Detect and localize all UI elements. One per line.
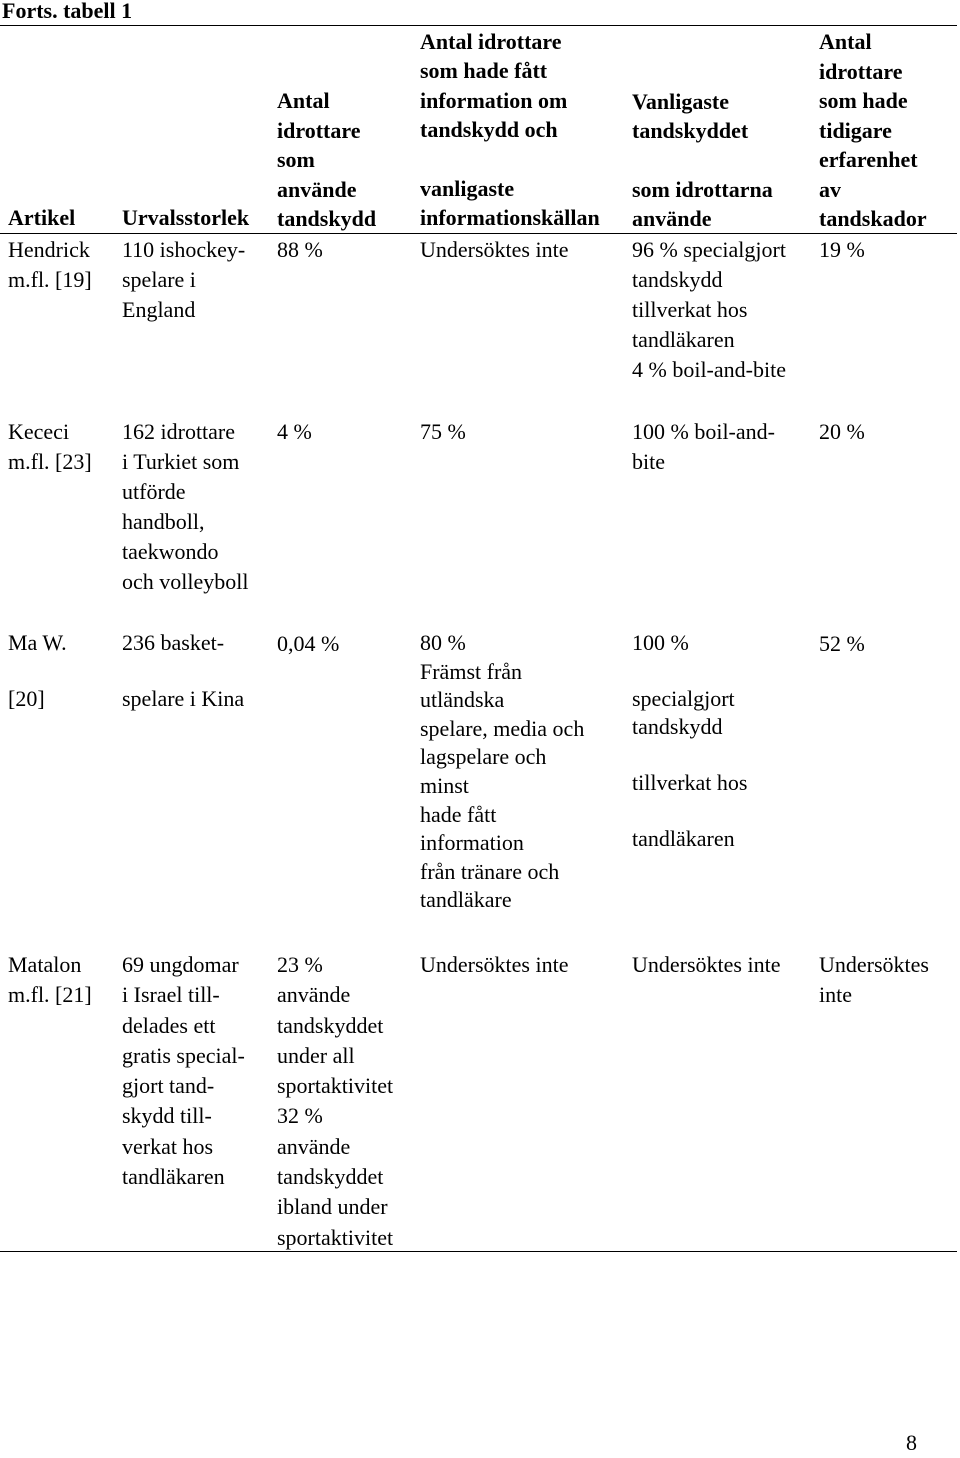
header-vanligaste-tandskydd: Vanligaste tandskyddet som idrottarna använde [632,89,773,231]
row2-information: 75 % [420,419,466,444]
row1-skador: 19 % [819,237,865,262]
header-bottom-rule [0,233,957,234]
row3-artikel: Ma W. [20] [8,630,67,711]
row3-urval: 236 basket- spelare i Kina [122,630,245,711]
header-artikel: Artikel [8,205,76,230]
row1-urval: 110 ishockey- spelare i England [122,237,246,322]
row4-information: Undersöktes inte [420,952,569,977]
table-caption: Forts. tabell 1 [2,0,133,23]
row2-tandskydd: 100 % boil-and- bite [632,419,775,474]
row4-skador: Undersöktes inte [819,952,929,1007]
row4-artikel: Matalon m.fl. [21] [8,952,92,1007]
table-top-rule [0,25,957,26]
row3-information: 80 % Främst från utländska spelare, media och lagspelare och minst hade fått information från tränare och tandläkare [420,630,585,913]
row2-antal: 4 % [277,419,312,444]
row4-tandskydd: Undersöktes inte [632,952,781,977]
row1-antal: 88 % [277,237,323,262]
row4-urval: 69 ungdomar i Israel till- delades ett gratis special- gjort tand- skydd till- verkat hos tandläkaren [122,952,245,1190]
page-number: 8 [906,1430,917,1455]
row1-information: Undersöktes inte [420,237,569,262]
row2-artikel: Kececi m.fl. [23] [8,419,92,474]
row2-skador: 20 % [819,419,865,444]
row3-tandskydd: 100 % specialgjort tandskydd tillverkat hos tandläkaren [632,630,748,851]
row2-urval: 162 idrottare i Turkiet som utförde handboll, taekwondo och volleyboll [122,419,249,594]
row3-skador: 52 % [819,631,865,656]
row1-artikel: Hendrick m.fl. [19] [8,237,92,292]
row4-antal: 23 % använde tandskyddet under all sportaktivitet 32 % använde tandskyddet ibland under sportaktivitet [277,952,394,1250]
header-tidigare-skador: Antal idrottare som hade tidigare erfarenhet av tandskador [819,29,927,231]
header-urvalsstorlek: Urvalsstorlek [122,205,250,230]
row1-tandskydd: 96 % specialgjort tandskydd tillverkat hos tandläkaren 4 % boil-and-bite [632,237,786,382]
table-bottom-rule [0,1251,957,1252]
header-information: Antal idrottare som hade fått information om tandskydd och vanligaste informationskällan [420,29,600,231]
row3-antal: 0,04 % [277,631,340,656]
header-antal-tandskydd: Antal idrottare som använde tandskydd [277,88,377,231]
